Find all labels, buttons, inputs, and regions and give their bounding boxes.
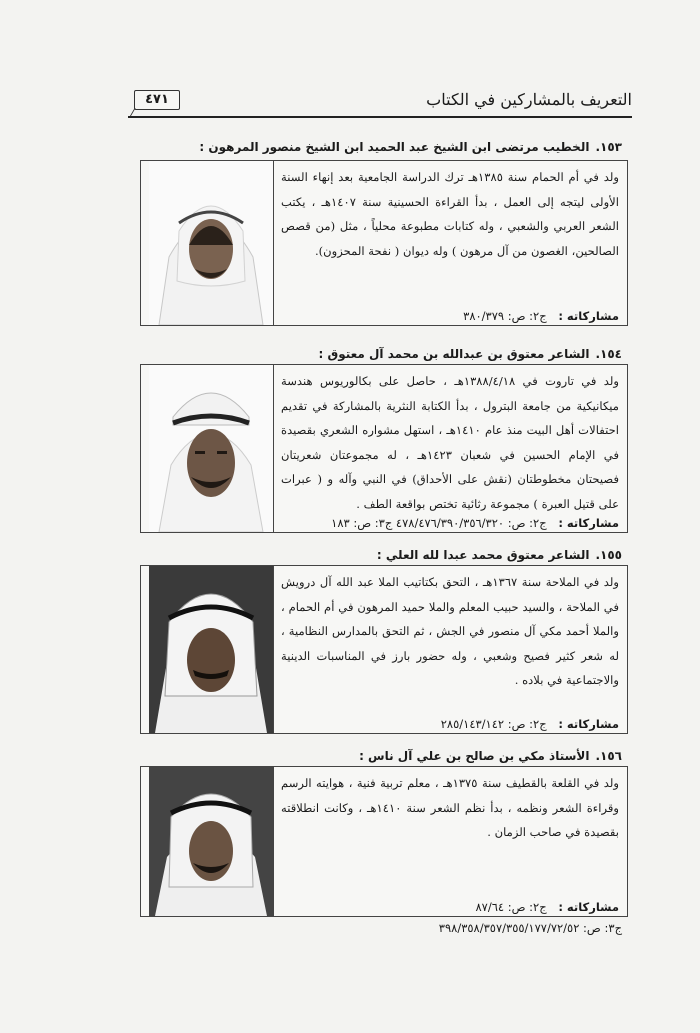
participation-refs: ج٢: ص: ٤٧٨/٤٧٦/٣٩٠/٣٥٦/٣٢٠ ج٣: ص: ١٨٣ [331, 516, 547, 530]
participation-label: مشاركاته : [558, 309, 619, 323]
entry-name: الخطيب مرتضى ابن الشيخ عبد الحميد ابن الشيخ منصور المرهون : [199, 140, 590, 154]
portrait-image [149, 767, 273, 916]
portrait-photo [149, 365, 274, 532]
participation-label: مشاركاته : [558, 900, 619, 914]
page-header [128, 84, 632, 120]
entry-154 [132, 347, 628, 533]
participation-label: مشاركاته : [558, 516, 619, 530]
portrait-photo [149, 161, 274, 325]
participation-label: مشاركاته : [558, 717, 619, 731]
portrait-photo [149, 566, 274, 733]
entry-box [140, 565, 628, 734]
entry-box [140, 364, 628, 533]
entry-biography: ولد في أم الحمام سنة ١٣٨٥هـ ترك الدراسة الجامعية بعد إنهاء السنة الأولى ليتجه إلى العمل ، بدأ القراءة الحسينية سنة ١٤٠٧هـ ، يكتب الشعر العربي والشعبي ، وله كتابات مطبوعة محلياً ، مثل (من قصص الصالحين، الغصون من آل مرهون ) وله ديوان ( نفحة المحزون). [281, 170, 619, 258]
entry-name: الأستاذ مكي بن صالح بن علي آل ناس : [359, 749, 590, 763]
entry-biography: ولد في القلعة بالقطيف سنة ١٣٧٥هـ ، معلم تربية فنية ، هوايته الرسم وقراءة الشعر ونظمه ، بدأ نظم الشعر سنة ١٤١٠هـ ، وكانت انطلاقته بقصيدة في صاحب الزمان . [281, 776, 619, 839]
participation-line-2: ج٣: ص: ٣٩٨/٣٥٨/٣٥٧/٣٥٥/١٧٧/٧٢/٥٢ [438, 921, 622, 935]
entry-number: ١٥٣. [595, 140, 622, 154]
header-rule [128, 116, 632, 118]
entry-number: ١٥٥. [595, 548, 622, 562]
portrait-image [149, 566, 273, 733]
page-number: ٤٧١ [134, 90, 180, 110]
participation-line [151, 717, 619, 731]
participation-line [151, 900, 619, 914]
entry-heading [199, 140, 622, 154]
entry-biography: ولد في الملاحة سنة ١٣٦٧هـ ، التحق بكتاتيب الملا عبد الله آل درويش في الملاحة ، والسيد حبيب المعلم والملا حميد المرهون في أم الحمام ، والملا أحمد مكي آل منصور في الجش ، ثم التحق بالمدارس النظامية ، له شعر كثير فصيح وشعبي ، وله حضور بارز في المناسبات الدينية والاجتماعية في بلاده . [281, 575, 619, 687]
entry-153 [132, 140, 628, 326]
entry-name: الشاعر معتوق بن عبدالله بن محمد آل معتوق : [318, 347, 590, 361]
entry-heading [359, 749, 622, 763]
portrait-photo [149, 767, 274, 916]
entry-number: ١٥٤. [595, 347, 622, 361]
participation-refs: ج٢: ص: ٣٨٠/٣٧٩ [463, 309, 547, 323]
entry-box [140, 766, 628, 917]
entry-155 [132, 548, 628, 734]
chapter-title: التعريف بالمشاركين في الكتاب [426, 90, 632, 109]
entry-box [140, 160, 628, 326]
participation-line [151, 309, 619, 323]
participation-refs: ج٢: ص: ٨٧/٦٤ [475, 900, 547, 914]
entry-156 [132, 749, 628, 959]
entry-biography: ولد في تاروت في ١٣٨٨/٤/١٨هـ ، حاصل على بكالوريوس هندسة ميكانيكية من جامعة البترول ، بدأ الكتابة النثرية بالمشاركة في تقديم احتفالات أهل البيت منذ عام ١٤١٠هـ ، استهل مشواره الشعري بقصيدة في الإمام الحسين في شعبان ١٤٢٣هـ ، له مجموعتان شعريتان فصيحتان مخطوطتان (نقش على الأحداق) في النبي وآله و ( عبرات على قتيل العبرة ) مجموعة رثائية تختص بواقعة الطف . [281, 374, 619, 511]
portrait-image [149, 365, 273, 532]
entry-heading [377, 548, 622, 562]
entry-number: ١٥٦. [595, 749, 622, 763]
participation-line [151, 516, 619, 530]
participation-refs: ج٢: ص: ٢٨٥/١٤٣/١٤٢ [440, 717, 547, 731]
entry-heading [319, 347, 622, 361]
entry-name: الشاعر معتوق محمد عبدا لله العلي : [376, 548, 590, 562]
portrait-image [149, 161, 273, 325]
